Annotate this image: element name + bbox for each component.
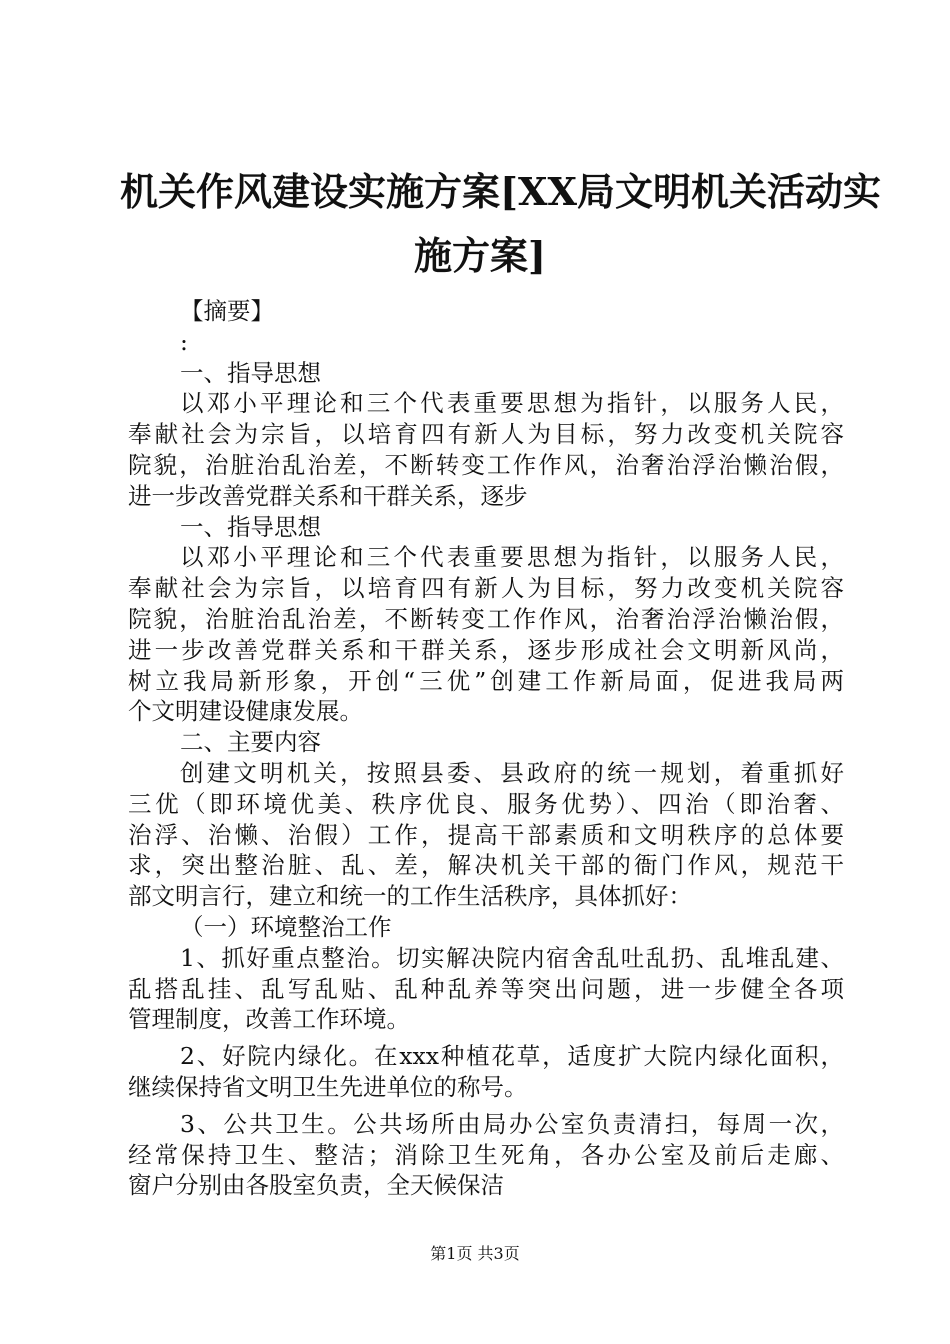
section-heading: 二、主要内容: [180, 728, 321, 757]
paragraph-line: 部文明言行，建立和统一的工作生活秩序，具体抓好：: [128, 882, 692, 911]
paragraph-line: 求，突出整治脏、乱、差，解决机关干部的衙门作风，规范干: [128, 851, 844, 880]
paragraph-line: 继续保持省文明卫生先进单位的称号。: [128, 1072, 528, 1101]
paragraph-line: 进一步改善党群关系和干群关系，逐步形成社会文明新风尚，: [128, 635, 844, 664]
paragraph-line: 三优（即环境优美、秩序优良、服务优势）、四治（即治奢、: [128, 789, 844, 818]
paragraph-line: 个文明建设健康发展。: [128, 697, 363, 726]
paragraph-line: 创建文明机关，按照县委、县政府的统一规划，着重抓好: [180, 758, 844, 787]
paragraph-line: 1、抓好重点整治。切实解决院内宿舍乱吐乱扔、乱堆乱建、: [180, 943, 844, 972]
paragraph-line: 3、公共卫生。公共场所由局办公室负责清扫，每周一次，: [180, 1109, 844, 1138]
paragraph-line: 2、好院内绿化。在xxx种植花草，适度扩大院内绿化面积，: [180, 1042, 844, 1071]
paragraph-line: 院貌，治脏治乱治差，不断转变工作作风，治奢治浮治懒治假，: [128, 604, 844, 633]
paragraph-line: 进一步改善党群关系和干群关系，逐步: [128, 481, 528, 510]
section-heading: 一、指导思想: [180, 358, 321, 387]
paragraph-line: 窗户分别由各股室负责，全天候保洁: [128, 1171, 504, 1200]
document-title: [120, 160, 881, 288]
paragraph-line: 奉献社会为宗旨，以培育四有新人为目标，努力改变机关院容: [128, 574, 844, 603]
section-heading: 一、指导思想: [180, 512, 321, 541]
abstract-colon: :: [180, 327, 188, 356]
abstract-label: 【摘要】: [180, 297, 274, 325]
paragraph-line: 以邓小平理论和三个代表重要思想为指针，以服务人民，: [180, 543, 844, 572]
paragraph-line: 管理制度，改善工作环境。: [128, 1005, 410, 1034]
paragraph-line: 院貌，治脏治乱治差，不断转变工作作风，治奢治浮治懒治假，: [128, 450, 844, 479]
paragraph-line: 治浮、治懒、治假）工作，提高干部素质和文明秩序的总体要: [128, 820, 844, 849]
title-line-2: 施方案]: [414, 233, 546, 278]
subsection-heading: （一）环境整治工作: [180, 912, 392, 941]
page-footer: 第1页 共3页: [430, 1244, 520, 1263]
paragraph-line: 乱搭乱挂、乱写乱贴、乱种乱养等突出问题，进一步健全各项: [128, 974, 844, 1003]
paragraph-line: 树立我局新形象，开创“三优”创建工作新局面，促进我局两: [128, 666, 844, 695]
document-body: [128, 296, 844, 1201]
paragraph-line: 奉献社会为宗旨，以培育四有新人为目标，努力改变机关院容: [128, 420, 844, 449]
paragraph-line: 经常保持卫生、整洁；消除卫生死角，各办公室及前后走廊、: [128, 1140, 844, 1169]
title-line-1: 机关作风建设实施方案[XX局文明机关活动实: [120, 169, 881, 214]
paragraph-line: 以邓小平理论和三个代表重要思想为指针，以服务人民，: [180, 389, 844, 418]
